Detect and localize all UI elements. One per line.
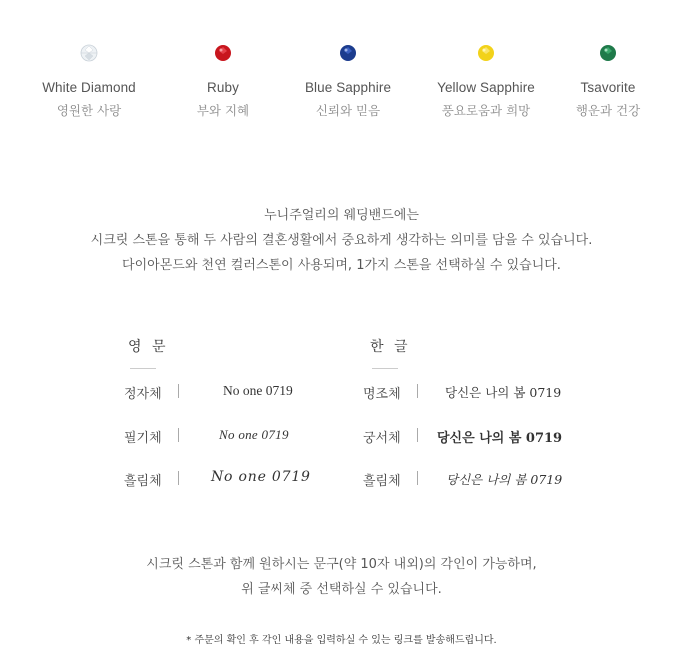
row-divider [178,471,179,485]
engraving-info-text [0,552,683,602]
english-font-label: 흘림체 [124,474,162,489]
stone-tsavorite [543,40,673,119]
stone-ruby [158,40,288,119]
engraving-font-table [0,336,683,496]
stone-meaning: 풍요로움과 희망 [441,103,531,118]
stone-name: Tsavorite [580,80,636,95]
korean-font-sample: 당신은 나의 봄 0719 [446,472,563,487]
english-heading-underline [130,368,156,369]
blue-sapphire-gem-icon [335,40,361,66]
korean-heading-underline [372,368,398,369]
stone-white-diamond [24,40,154,119]
intro-line: 누니주얼리의 웨딩밴드에는 [264,208,419,223]
intro-line: 시크릿 스톤을 통해 두 사람의 결혼생활에서 중요하게 생각하는 의미를 담을 수 있습니다. [90,233,593,248]
row-divider [417,471,418,485]
english-font-label: 필기체 [124,431,162,446]
korean-font-label: 흘림체 [363,474,401,489]
yellow-sapphire-gem-icon [473,40,499,66]
row-divider [178,384,179,398]
intro-text [0,203,683,278]
korean-font-sample: 당신은 나의 봄 0719 [437,431,563,446]
tsavorite-gem-icon [595,40,621,66]
korean-font-label: 궁서체 [363,431,401,446]
row-divider [417,428,418,442]
intro-line: 다이아몬드와 천연 컬러스톤이 사용되며, 1가지 스톤을 선택하실 수 있습니다. [122,258,561,273]
stone-name: White Diamond [42,80,136,95]
white-diamond-gem-icon [76,40,102,66]
outro-line: 위 글씨체 중 선택하실 수 있습니다. [241,582,442,597]
stone-name: Yellow Sapphire [437,80,535,95]
secret-stone-list [0,40,683,140]
english-font-label: 정자체 [124,387,162,402]
row-divider [178,428,179,442]
stone-blue-sapphire [283,40,413,119]
row-divider [417,384,418,398]
english-font-sample: No one 0719 [219,427,289,442]
english-font-sample: No one 0719 [223,383,293,398]
english-font-sample: No one 0719 [211,469,311,485]
korean-font-label: 명조체 [363,387,401,402]
english-heading: 영 문 [128,339,169,355]
stone-meaning: 부와 지혜 [196,103,250,118]
ruby-gem-icon [210,40,236,66]
stone-yellow-sapphire [421,40,551,119]
stone-meaning: 행운과 건강 [575,103,641,118]
stone-meaning: 신뢰와 믿음 [315,103,381,118]
outro-line: 시크릿 스톤과 함께 원하시는 문구(약 10자 내외)의 각인이 가능하며, [146,557,537,572]
korean-heading: 한 글 [370,339,411,355]
korean-font-sample: 당신은 나의 봄 0719 [445,385,562,400]
stone-name: Ruby [207,80,239,95]
order-note: * 주문의 확인 후 각인 내용을 입력하실 수 있는 링크를 발송해드립니다. [186,635,497,646]
stone-name: Blue Sapphire [304,80,392,95]
stone-meaning: 영원한 사랑 [56,103,122,118]
